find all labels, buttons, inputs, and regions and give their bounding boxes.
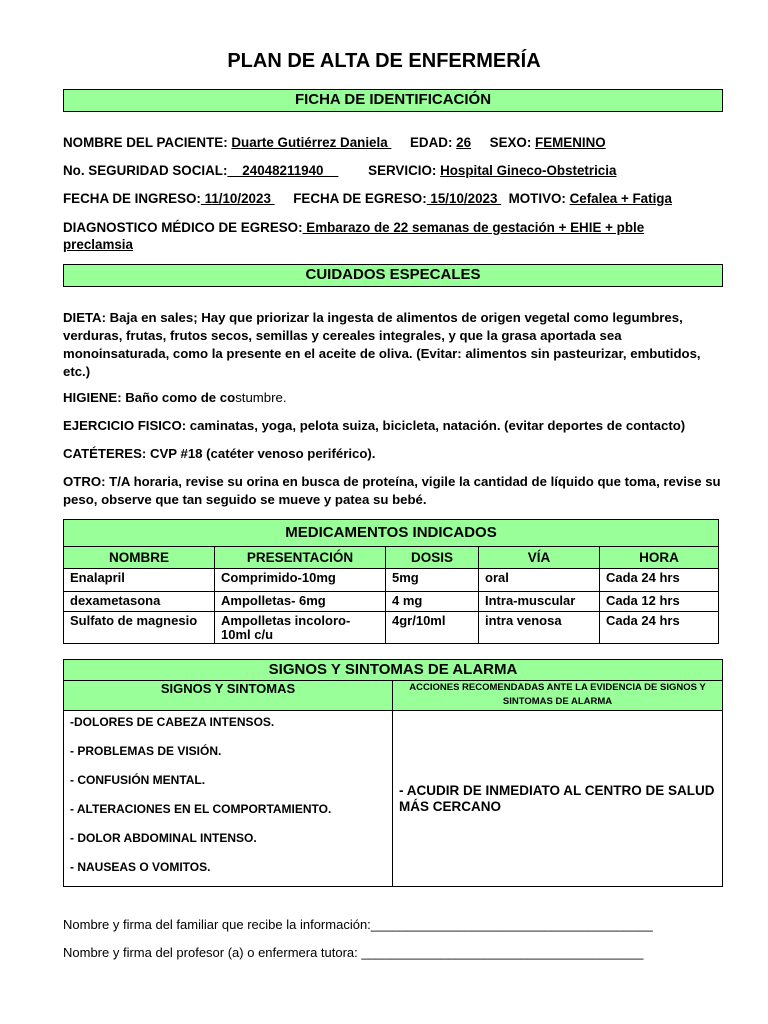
alarm-heading: SIGNOS Y SINTOMAS DE ALARMA xyxy=(64,660,723,681)
med-name: Sulfato de magnesio xyxy=(64,612,215,644)
med-schedule: Cada 24 hrs xyxy=(600,612,719,644)
list-item: - NAUSEAS O VOMITOS. xyxy=(70,860,211,874)
admission-date-label: FECHA DE INGRESO: xyxy=(63,191,201,206)
med-dose: 4 mg xyxy=(386,592,479,612)
med-name: dexametasona xyxy=(64,592,215,612)
patient-name-label: NOMBRE DEL PACIENTE: xyxy=(63,135,232,150)
ficha-heading: FICHA DE IDENTIFICACIÓN xyxy=(63,89,723,112)
diagnosis-value-1: Embarazo de 22 semanas de gestación + EHIE + pble xyxy=(302,220,645,235)
med-dose: 5mg xyxy=(386,569,479,592)
discharge-date-value: 15/10/2023 xyxy=(426,191,502,206)
signs-list xyxy=(64,711,393,887)
medications-heading: MEDICAMENTOS INDICADOS xyxy=(64,520,719,547)
diagnosis-label: DIAGNOSTICO MÉDICO DE EGRESO: xyxy=(63,220,303,235)
social-security-line xyxy=(63,163,616,178)
sex-value: FEMENINO xyxy=(535,135,606,150)
cuidados-heading: CUIDADOS ESPECALES xyxy=(63,264,723,287)
med-name: Enalapril xyxy=(64,569,215,592)
med-schedule: Cada 12 hrs xyxy=(600,592,719,612)
nss-value: 24048211940 xyxy=(227,163,339,178)
med-presentation: Ampolletas incoloro- 10ml c/u xyxy=(215,612,386,644)
col-nombre: NOMBRE xyxy=(64,547,215,569)
med-route: intra venosa xyxy=(479,612,600,644)
service-value: Hospital Gineco-Obstetricia xyxy=(440,163,617,178)
exercise-text: EJERCICIO FISICO: caminatas, yoga, pelota suiza, bicicleta, natación. (evitar deportes de contacto) xyxy=(63,418,686,433)
reason-label: MOTIVO: xyxy=(508,191,570,206)
medications-table xyxy=(63,519,719,644)
tutor-signature-line: Nombre y firma del profesor (a) o enfermera tutora: _______________________________________ xyxy=(63,945,644,960)
med-route: oral xyxy=(479,569,600,592)
recommended-action: - ACUDIR DE INMEDIATO AL CENTRO DE SALUD MÁS CERCANO xyxy=(393,711,723,887)
service-label: SERVICIO: xyxy=(368,163,441,178)
nss-label: No. SEGURIDAD SOCIAL: xyxy=(63,163,228,178)
med-dose: 4gr/10ml xyxy=(386,612,479,644)
col-via: VÍA xyxy=(479,547,600,569)
sex-label: SEXO: xyxy=(489,135,536,150)
med-route: Intra-muscular xyxy=(479,592,600,612)
patient-name-line xyxy=(63,135,606,150)
col-hora: HORA xyxy=(600,547,719,569)
table-row xyxy=(64,569,719,592)
reason-value: Cefalea + Fatiga xyxy=(569,191,672,206)
age-value: 26 xyxy=(456,135,472,150)
col-presentacion: PRESENTACIÓN xyxy=(215,547,386,569)
list-item: - CONFUSIÓN MENTAL. xyxy=(70,773,206,787)
list-item: - PROBLEMAS DE VISIÓN. xyxy=(70,744,222,758)
col-acciones: ACCIONES RECOMENDADAS ANTE LA EVIDENCIA DE SIGNOS Y SINTOMAS DE ALARMA xyxy=(393,681,723,711)
med-schedule: Cada 24 hrs xyxy=(600,569,719,592)
catheters-text: CATÉTERES: CVP #18 (catéter venoso periférico). xyxy=(63,446,376,461)
admission-date-value: 11/10/2023 xyxy=(200,191,275,206)
col-signos: SIGNOS Y SINTOMAS xyxy=(64,681,393,711)
diagnosis-value-2: preclamsia xyxy=(63,237,133,252)
dates-line xyxy=(63,191,672,206)
diagnosis-block xyxy=(63,219,644,253)
document-title: PLAN DE ALTA DE ENFERMERÍA xyxy=(227,50,541,72)
list-item: -DOLORES DE CABEZA INTENSOS. xyxy=(70,715,275,729)
med-presentation: Ampolletas- 6mg xyxy=(215,592,386,612)
discharge-date-label: FECHA DE EGRESO: xyxy=(293,191,427,206)
age-label: EDAD: xyxy=(410,135,457,150)
list-item: - ALTERACIONES EN EL COMPORTAMIENTO. xyxy=(70,802,332,816)
table-row xyxy=(64,612,719,644)
table-row xyxy=(64,592,719,612)
col-dosis: DOSIS xyxy=(386,547,479,569)
hygiene-text xyxy=(63,389,723,407)
alarm-signs-table xyxy=(63,659,723,887)
patient-name-value: Duarte Gutiérrez Daniela xyxy=(231,135,392,150)
other-care-text: OTRO: T/A horaria, revise su orina en busca de proteína, vigile la cantidad de líquido que toma, revise su peso, observe que tan seguido se mueve y patea su bebé. xyxy=(63,474,721,507)
med-presentation: Comprimido-10mg xyxy=(215,569,386,592)
hygiene-bold: HIGIENE: Baño como de co xyxy=(63,390,236,405)
family-signature-line: Nombre y firma del familiar que recibe la información:_______________________________________ xyxy=(63,917,653,932)
hygiene-normal: stumbre. xyxy=(235,390,287,405)
diet-text: DIETA: Baja en sales; Hay que priorizar la ingesta de alimentos de origen vegetal como legumbres, verduras, frutas, frutos secos, semillas y cereales integrales, y que la grasa aportada sea monoinsaturada, como la presente en el aceite de oliva. (Evitar: alimentos sin pasteurizar, embutidos, etc.) xyxy=(63,310,701,379)
list-item: - DOLOR ABDOMINAL INTENSO. xyxy=(70,831,257,845)
